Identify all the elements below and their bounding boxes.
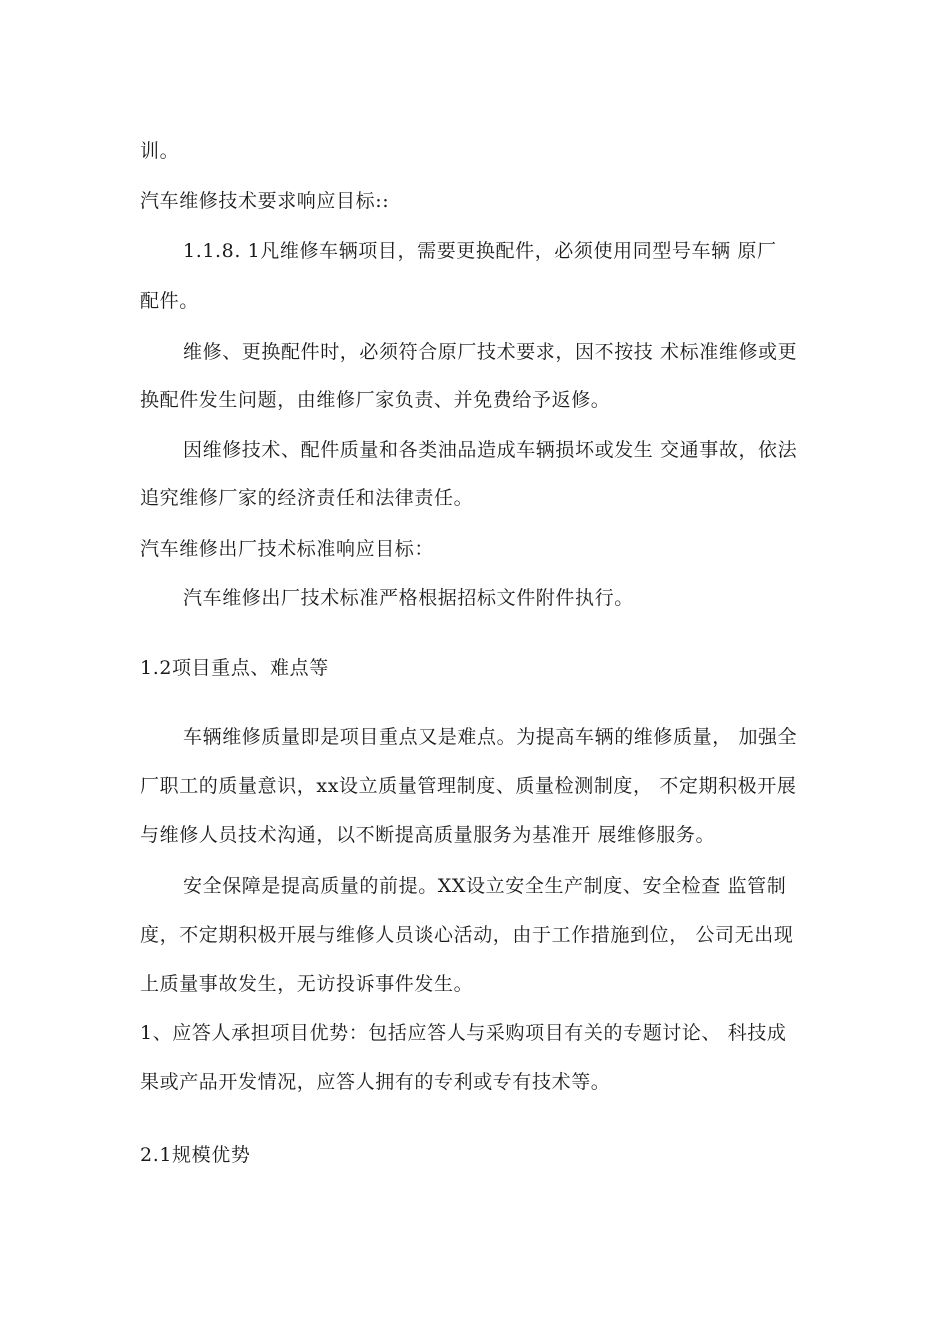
paragraph-line: 1.1.8. 1凡维修车辆项目，需要更换配件，必须使用同型号车辆 原厂 [183,240,777,262]
section-heading: 2.1规模优势 [140,1144,251,1166]
paragraph-line: 厂职工的质量意识，xx设立质量管理制度、质量检测制度， 不定期积极开展 [140,775,797,797]
paragraph-line: 车辆维修质量即是项目重点又是难点。为提高车辆的维修质量， 加强全 [183,726,798,748]
paragraph-line: 因维修技术、配件质量和各类油品造成车辆损坏或发生 交通事故，依法 [183,439,798,461]
paragraph-line: 果或产品开发情况，应答人拥有的专利或专有技术等。 [140,1071,611,1093]
paragraph-line: 度，不定期积极开展与维修人员谈心活动，由于工作措施到位， 公司无出现 [140,924,794,946]
paragraph-line: 上质量事故发生，无访投诉事件发生。 [140,973,474,995]
paragraph-line: 汽车维修出厂技术标准严格根据招标文件附件执行。 [183,587,634,609]
paragraph-line: 安全保障是提高质量的前提。XX设立安全生产制度、安全检查 监管制 [183,875,787,897]
paragraph-line: 1、应答人承担项目优势：包括应答人与采购项目有关的专题讨论、 科技成 [140,1022,787,1044]
section-heading: 汽车维修出厂技术标准响应目标： [140,538,435,560]
section-heading: 汽车维修技术要求响应目标:: [140,190,390,212]
text-line: 训。 [140,140,180,162]
paragraph-line: 配件。 [140,290,199,312]
paragraph-line: 与维修人员技术沟通，以不断提高质量服务为基准开 展维修服务。 [140,824,716,846]
section-heading: 1.2项目重点、难点等 [140,657,329,679]
paragraph-line: 追究维修厂家的经济责任和法律责任。 [140,487,474,509]
paragraph-line: 维修、更换配件时，必须符合原厂技术要求，因不按技 术标准维修或更 [183,341,798,363]
paragraph-line: 换配件发生问题，由维修厂家负责、并免费给予返修。 [140,389,611,411]
